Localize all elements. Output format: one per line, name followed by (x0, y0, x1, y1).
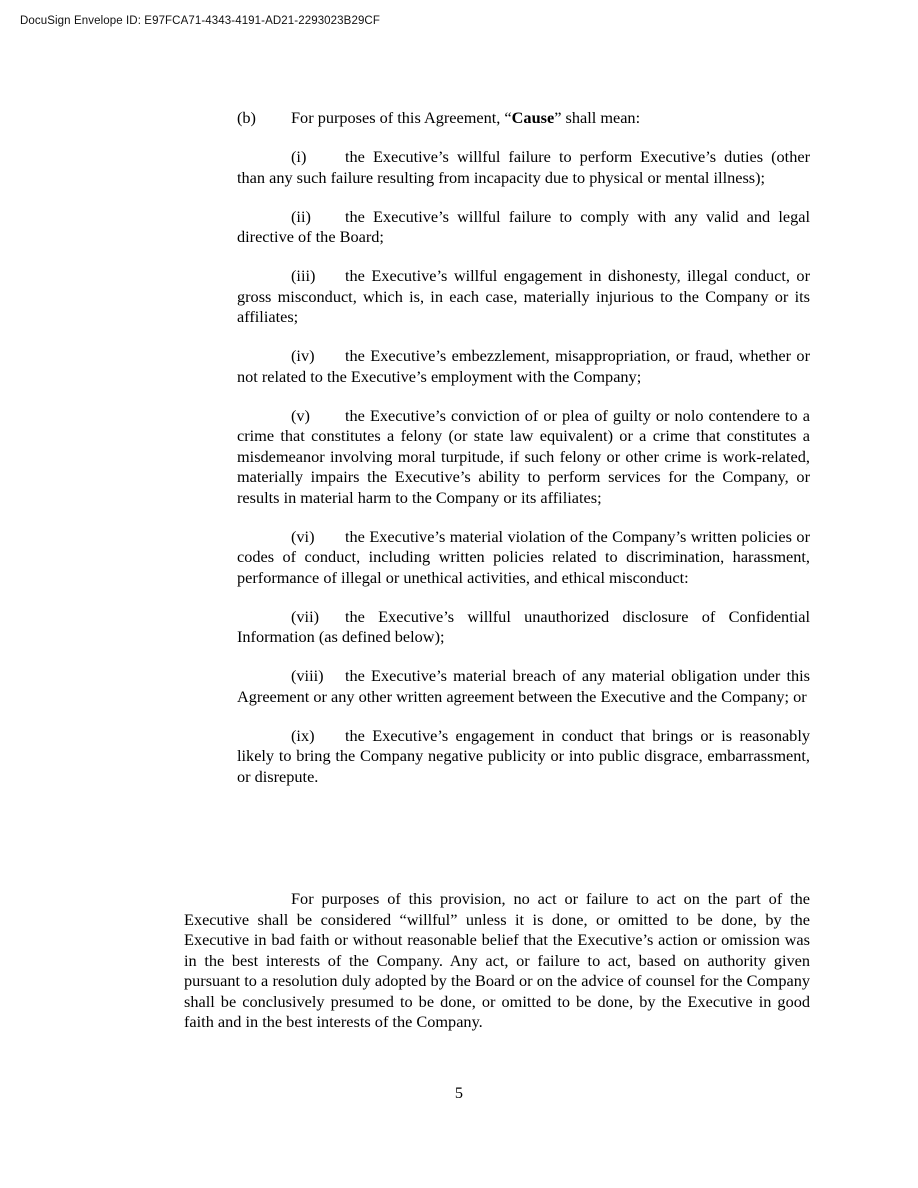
cause-item (237, 147, 810, 188)
item-number: (iv) (291, 346, 315, 365)
item-text: the Executive’s willful failure to comply with any valid and legal directive of the Board; (237, 206, 810, 246)
clause-b-heading (237, 108, 817, 129)
item-text: the Executive’s embezzlement, misappropriation, or fraud, whether or not related to the Executive’s employment with the Company; (237, 346, 810, 386)
item-number: (v) (291, 405, 310, 425)
item-number: (iii) (291, 266, 316, 285)
cause-item (237, 207, 810, 248)
cause-item (237, 266, 810, 328)
cause-item (237, 527, 810, 589)
willful-definition-paragraph: For purposes of this provision, no act or failure to act on the part of the Executive shall be considered “willful” unless it is done, or omitted to be done, by the Executive in bad faith or without reasonable belief that the Executive’s action or omission was in the best interests of the Company. Any act, or failure to act, based on authority given pursuant to a resolution duly adopted by the Board or on the advice of counsel for the Company shall be conclusively presumed to be done, or omitted to be done, by the Executive in good faith and in the best interests of the Company. (184, 889, 810, 1031)
cause-item (237, 666, 810, 707)
cause-item (237, 607, 810, 648)
cause-items-list (237, 147, 810, 806)
cause-item (237, 346, 810, 387)
item-text: the Executive’s material breach of any material obligation under this Agreement or any other written agreement between the Executive and the Company; or (237, 666, 810, 706)
clause-b-text-after: ” shall mean: (554, 108, 641, 127)
item-number: (ii) (291, 206, 311, 226)
item-number: (vi) (291, 526, 315, 546)
clause-b-label: (b) (237, 108, 256, 127)
item-number: (ix) (291, 725, 315, 745)
cause-defined-term: Cause (511, 108, 555, 127)
envelope-id-header: DocuSign Envelope ID: E97FCA71-4343-4191-AD21-2293023B29CF (20, 15, 380, 27)
cause-item (237, 406, 810, 509)
page-number: 5 (454, 1083, 464, 1102)
item-text: the Executive’s willful unauthorized disclosure of Confidential Information (as defined below); (237, 606, 810, 646)
item-text: the Executive’s engagement in conduct that brings or is reasonably likely to bring the Company negative publicity or into public disgrace, embarrassment, or disrepute. (237, 725, 810, 786)
item-text: the Executive’s willful engagement in dishonesty, illegal conduct, or gross misconduct, which is, in each case, materially injurious to the Company or its affiliates; (237, 266, 810, 326)
cause-item (237, 726, 810, 788)
item-text: the Executive’s material violation of the Company’s written policies or codes of conduct, including written policies related to discrimination, harassment, performance of illegal or unethical activities, and ethical misconduct: (237, 526, 810, 587)
item-text: the Executive’s willful failure to perform Executive’s duties (other than any such failure resulting from incapacity due to physical or mental illness); (237, 147, 810, 187)
item-number: (vii) (291, 606, 320, 626)
item-number: (viii) (291, 666, 324, 685)
item-number: (i) (291, 147, 307, 166)
clause-b-text-before: For purposes of this Agreement, “ (291, 108, 512, 127)
item-text: the Executive’s conviction of or plea of guilty or nolo contendere to a crime that constitutes a felony (or state law equivalent) or a crime that constitutes a misdemeanor involving moral turpitude, if such felony or other crime is work-related, materially impairs the Executive’s ability to perform services for the Company, or results in material harm to the Company or its affiliates; (237, 405, 810, 507)
